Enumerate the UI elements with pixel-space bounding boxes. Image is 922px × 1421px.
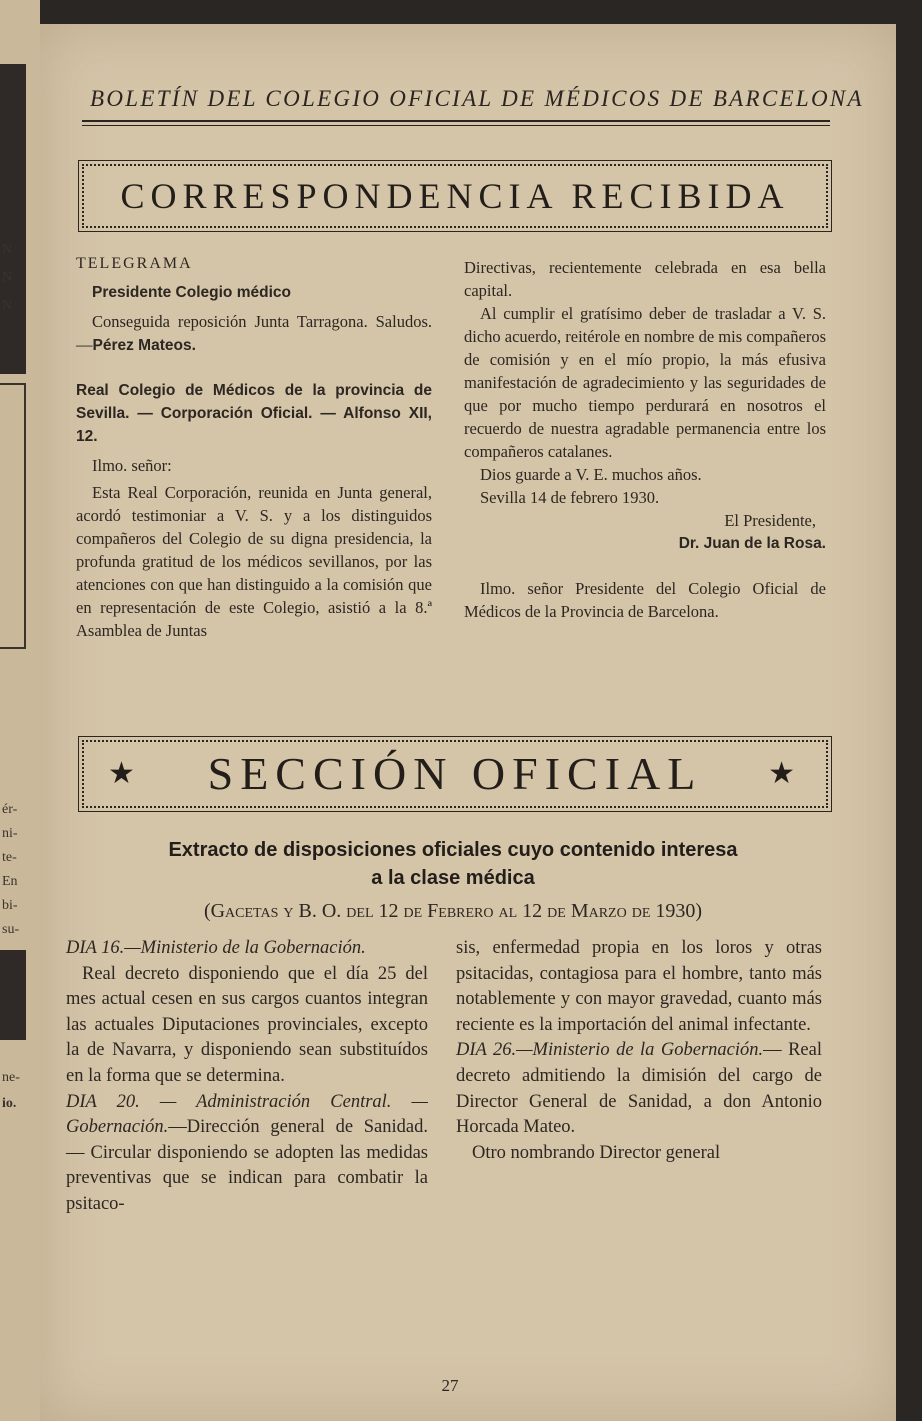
spine-fragment: bi- — [2, 898, 18, 913]
extracto-heading — [100, 836, 806, 892]
extracto-line: Extracto de disposiciones oficiales cuyo contenido interesa — [168, 839, 738, 861]
section-banner-oficial — [82, 740, 828, 808]
entry-continuation: sis, enfermedad propia en los loros y otras psitacidas, contagiosa para el hombre, tanto más notablemente y con mayor gravedad, cuanto más reciente es la importación del animal infectante. — [456, 938, 822, 1035]
page-number: 27 — [441, 1376, 459, 1395]
entry-body: — Real decreto admitiendo la dimisión del cargo de Director General de Sanidad, a don Antonio Horcada Mateo. — [456, 1040, 822, 1138]
telegram-text: Conseguida reposición Junta Tarragona. Saludos.— — [76, 312, 432, 354]
spine-fragment: En — [2, 874, 18, 889]
spine-fragment: N — [2, 270, 13, 285]
entry-heading: DIA 16.—Ministerio de la Gobernación. — [66, 938, 366, 958]
telegram-signature: Pérez Mateos. — [92, 337, 196, 354]
letter-closing: Dios guarde a V. E. muchos años. — [480, 465, 702, 484]
telegram-body — [76, 310, 432, 357]
adjacent-page-box — [0, 383, 26, 649]
spine-fragment: su- — [2, 922, 20, 937]
entry-body: Otro nombrando Director general — [472, 1142, 721, 1163]
adjacent-page-dark-block — [0, 64, 26, 374]
adjacent-page-dark-block — [0, 950, 26, 1040]
header-rule-thin — [82, 125, 830, 126]
spine-fragment: te- — [2, 850, 17, 865]
letter-paragraph: Al cumplir el gratísimo deber de trasladar a V. S. dicho acuerdo, reitérole en nombre de mis compañeros de comisión y en el mío propio, la más efusiva manifestación de agradecimiento y las seguridades de que por mucho tiempo perdurará en nosotros el recuerdo de nuestra agradable permanencia entre los compañeros catalanes. — [464, 304, 826, 461]
journal-page — [40, 24, 896, 1421]
entry-heading: DIA 26.—Ministerio de la Gobernación. — [456, 1040, 764, 1061]
letter-continuation: Directivas, recientemente celebrada en esa bella capital. — [464, 258, 826, 300]
extracto-line: a la clase médica — [371, 867, 535, 889]
left-column — [76, 252, 432, 642]
header-rule — [82, 120, 830, 122]
entry-body: Real decreto disponiendo que el día 25 del mes actual cesen en sus cargos cuantos integran las actuales Diputaciones provinciales, excepto la de Navarra, y disponiendo sean substituídos en la forma que se determina. — [66, 963, 428, 1086]
spine-fragment: N — [2, 242, 13, 257]
bottom-right-column — [456, 936, 822, 1166]
spine-fragment: ni- — [2, 826, 18, 841]
letter-address: Ilmo. señor Presidente del Colegio Oficial de Médicos de la Provincia de Barcelona. — [464, 579, 826, 621]
gacetas-subtitle: (Gacetas y B. O. del 12 de Febrero al 12 de Marzo de 1930) — [203, 900, 703, 922]
signature-name: Dr. Juan de la Rosa. — [678, 535, 826, 552]
star-icon: ★ — [768, 757, 802, 790]
spine-fragment: ne- — [2, 1070, 20, 1085]
signature-title: El Presidente, — [724, 511, 816, 530]
entry-body: —Dirección general de Sanidad. — Circular disponiendo se adopten las medidas preventivas que se indican para combatir la psitaco- — [66, 1117, 428, 1214]
letter-salutation: Ilmo. señor: — [92, 456, 172, 475]
adjacent-page-edge — [0, 0, 40, 1421]
section-title: CORRESPONDENCIA RECIBIDA — [120, 176, 790, 216]
bottom-left-column — [66, 936, 428, 1218]
spine-fragment: N — [2, 298, 13, 313]
telegram-label: TELEGRAMA — [76, 255, 193, 272]
star-icon: ★ — [108, 757, 142, 790]
spine-fragment: io. — [2, 1096, 17, 1111]
letter-heading: Real Colegio de Médicos de la provincia de Sevilla. — Corporación Oficial. — Alfonso XII, 12. — [76, 382, 432, 445]
running-header: BOLETÍN DEL COLEGIO OFICIAL DE MÉDICOS DE BARCELONA — [90, 86, 864, 111]
entry-heading: DIA 20. — Administración Central. — Gobernación. — [66, 1091, 428, 1138]
spine-fragment: ér- — [2, 802, 18, 817]
telegram-recipient: Presidente Colegio médico — [92, 284, 291, 301]
section-banner-correspondencia — [82, 164, 828, 228]
letter-body: Esta Real Corporación, reunida en Junta general, acordó testimoniar a V. S. y a los distinguidos compañeros del Colegio de su digna presidencia, la profunda gratitud de los médicos sevillanos, por las atenciones con que han distinguido a la comisión que en representación de este Colegio, asistió a la 8.ª Asamblea de Juntas — [76, 483, 432, 640]
right-column — [464, 256, 826, 623]
section-title: SECCIÓN OFICIAL — [207, 748, 703, 799]
letter-date: Sevilla 14 de febrero 1930. — [480, 488, 660, 507]
